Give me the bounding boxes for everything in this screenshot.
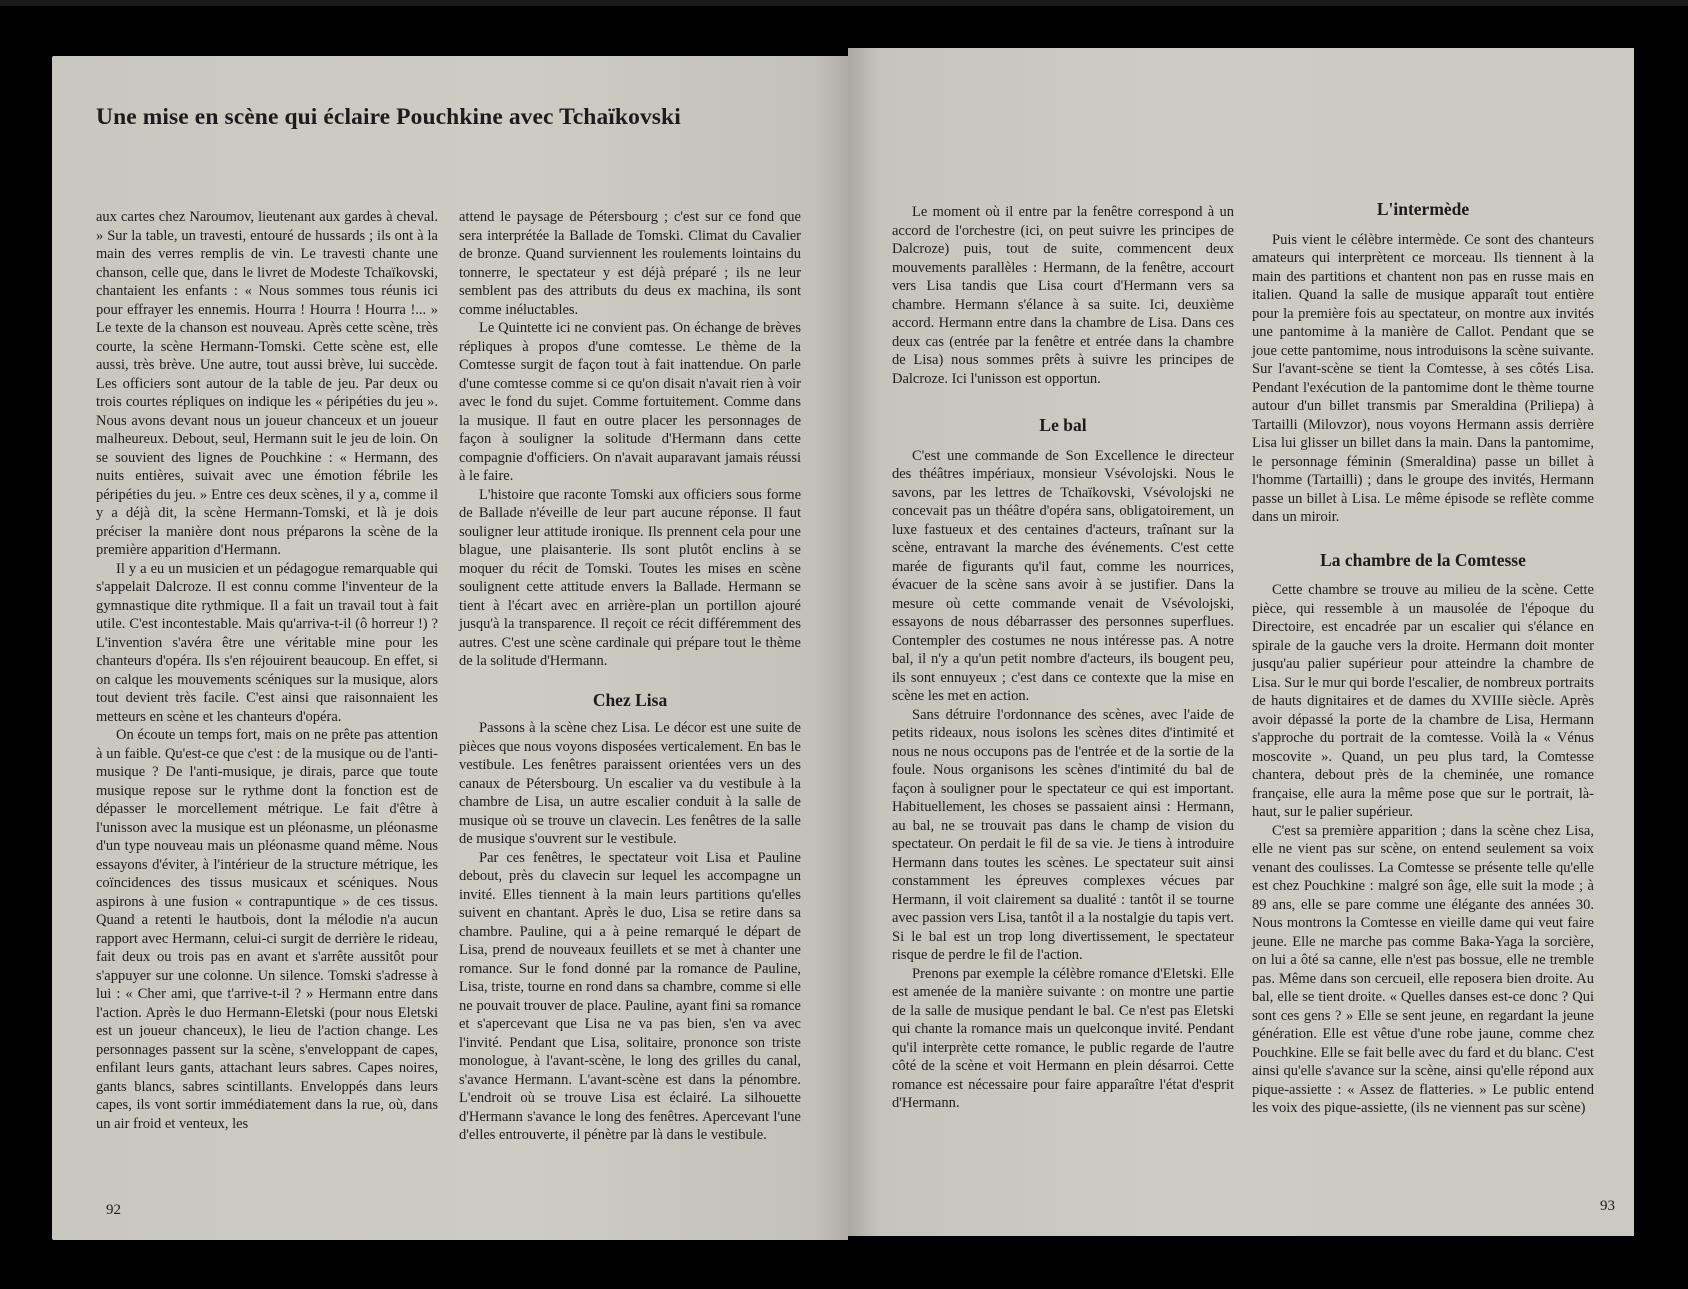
left-page bbox=[52, 56, 848, 1240]
paragraph: Prenons par exemple la célèbre romance d'Eletski. Elle est amenée de la manière suivante : on montre une partie de la salle de musique pendant le bal. Ce n'est pas Eletski qui chante la romance mais un quelconque invité. Pendant qu'il interprète cette romance, le public regarde de l'autre côté de la scène et voit Hermann en plein désarroi. Cette romance est nécessaire pour faire apparaître l'état d'esprit d'Hermann. bbox=[892, 965, 1234, 1111]
section-heading-chambre: La chambre de la Comtesse bbox=[1320, 549, 1526, 570]
paragraph: Cette chambre se trouve au milieu de la scène. Cette pièce, qui ressemble à un mausolée de l'époque du Directoire, est encadrée par un escalier qui s'élance en spirale de la gauche vers la droite. Hermann doit monter jusqu'au palier supérieur pour atteindre la chambre de Lisa. Sur le mur qui borde l'escalier, de nombreux portraits de hauts dignitaires et de dames du XVIIIe siècle. Après avoir dépassé la porte de la chambre de Lisa, Hermann s'approche du portrait de la comtesse. Voilà la « Vénus moscovite ». Quand, un peu plus tard, la Comtesse chantera, debout près de la cheminée, une romance française, elle aura la même pose que sur le portrait, là-haut, sur le palier supérieur. bbox=[1252, 582, 1594, 820]
paragraph: Sans détruire l'ordonnance des scènes, avec l'aide de petits rideaux, nous isolons les scènes dites d'intimité et nous ne nous occupons pas de l'entrée et de la sortie de la foule. Nous organisons les scènes d'intimité du bal de façon à souligner pour le spectateur ce qui est important. Habituellement, les choses se passaient ainsi : Hermann, au bal, ne se trouvait pas dans le champ de vision du spectateur. On perdait le fil de sa vie. Je tiens à introduire Hermann dans toutes les scènes. Le spectateur suit ainsi constamment les épreuves complexes vécues par Hermann, il voit clairement sa dualité : tantôt il se tourne avec passion vers Lisa, tantôt il a la nostalgie du tapis vert. Si le bal est un trop long divertissement, le spectateur risque de perdre le fil de l'action. bbox=[892, 706, 1234, 963]
column-1 bbox=[96, 208, 438, 1133]
column-2 bbox=[459, 208, 801, 1145]
column-4 bbox=[1252, 200, 1594, 1118]
paragraph: Puis vient le célèbre intermède. Ce sont des chanteurs amateurs qui interprètent ce morceau. Ils tiennent à la main des partitions et chantent non pas en russe mais en italien. Quand la salle de musique apparaît tout entière pour la première fois au spectateur, on montre aux invités une pantomime à la manière de Callot. Pendant que se joue cette pantomime, nous introduisons la scène suivante. Sur l'avant-scène se tient la Comtesse, à ses côtés Lisa. Pendant l'exécution de la pantomime dont le thème tourne autour d'un billet transmis par Smeraldina (Priliepa) à Tartailli (Milovzor), nous voyons Hermann assis derrière Lisa lui glisser un billet dans la main. Dans la pantomime, le personnage féminin (Smeraldina) passe un billet à l'homme (Tartailli) ; dans le groupe des invités, Hermann passe un billet à Lisa. Le même épisode se reflète comme dans un miroir. bbox=[1252, 231, 1594, 525]
page-number: 92 bbox=[106, 1202, 121, 1218]
section-heading-chez-lisa: Chez Lisa bbox=[592, 689, 668, 710]
paragraph: Le moment où il entre par la fenêtre correspond à un accord de l'orchestre (ici, on peut suivre les principes de Dalcroze) puis, tout de suite, commencent deux mouvements parallèles : Hermann, de la fenêtre, accourt vers Lisa tandis que Lisa court d'Hermann vers sa chambre. Hermann s'élance à sa suite. Ici, deuxième accord. Hermann entre dans la chambre de Lisa. Dans ces deux cas (entrée par la fenêtre et entrée dans la chambre de Lisa) nous sommes prêts à suivre les principes de Dalcroze. Ici l'unisson est opportun. bbox=[892, 204, 1234, 387]
paragraph: L'histoire que raconte Tomski aux officiers sous forme de Ballade n'éveille de leur part aucune réponse. Il faut souligner leur attitude ironique. Ils prennent cela pour une blague, une plaisanterie. Ils sont plutôt enclins à se moquer du récit de Tomski. Toutes les mises en scène soulignent cette attitude envers la Ballade. Hermann se tient à l'écart avec en arrière-plan un portillon ajouré jusqu'à la transparence. Il reçoit ce récit différemment des autres. C'est une scène cardinale qui prépare tout le thème de la solitude d'Hermann. bbox=[459, 486, 801, 669]
paragraph: aux cartes chez Naroumov, lieutenant aux gardes à cheval. » Sur la table, un travesti, entouré de hussards ; ils ont à la main des verres remplis de vin. Le travesti chante une chanson, celle que, dans le livret de Modeste Tchaïkovski, chantaient les enfants : « Nous sommes tous réunis ici pour effrayer les ennemis. Hourra ! Hourra ! Hourra !... » Le texte de la chanson est nouveau. Après cette scène, très courte, la scène Hermann-Tomski. Cette scène est, elle aussi, très brève. Une autre, tout aussi brève, lui succède. Les officiers sont autour de la table de jeu. Par deux ou trois courtes répliques on indique les « péripéties du jeu ». Nous avons devant nous un joueur chanceux et un joueur malheureux. Debout, seul, Hermann suit le jeu de loin. On se souvient des lignes de Pouchkine : « Hermann, des nuits entières, suivait avec une émotion fébrile les péripéties du jeu. » Entre ces deux scènes, il y a, comme il y a déjà dit, la scène Hermann-Tomski, et là je dois préciser la manière dont nous préparons la scène de la première apparition d'Hermann. bbox=[96, 209, 438, 558]
right-page bbox=[848, 48, 1634, 1236]
scan-edge bbox=[0, 0, 1688, 6]
paragraph: C'est sa première apparition ; dans la scène chez Lisa, elle ne vient pas sur scène, on entend seulement sa voix venant des coulisses. La Comtesse se présente telle qu'elle est chez Pouchkine : malgré son âge, elle suit la mode ; à 89 ans, elle se pare comme une élégante des années 30. Nous montrons la Comtesse en vieille dame qui veut faire jeune. Elle ne marche pas comme Baka-Yaga la sorcière, on lui a ôté sa canne, elle n'est pas bossue, elle ne tremble pas. Même dans son cercueil, elle reposera bien droite. Au bal, elle se tient droite. « Quelles danses est-ce donc ? Qui sont ces gens ? » Elle se sent jeune, en regardant la jeune génération. Elle est vêtue d'une robe jaune, comme chez Pouchkine. Elle se fait belle avec du fard et du blanc. C'est ainsi qu'elle s'avance sur la scène, ainsi qu'elle répond aux pique-assiette : « Assez de flatteries. » Le public entend les voix des pique-assiette, (ils ne viennent pas sur scène) bbox=[1252, 822, 1594, 1116]
paragraph: Le Quintette ici ne convient pas. On échange de brèves répliques à propos d'une comtesse. Le thème de la Comtesse surgit de façon tout à fait inattendue. On parle d'une comtesse comme si ce qu'on disait n'avait rien à voir avec le fond du sujet. Comme fortuitement. Comme dans la musique. Il faut en outre placer les personnages de façon à souligner la solitude d'Hermann dans cette compagnie d'officiers. On n'avait auparavant jamais réussi à le faire. bbox=[459, 320, 801, 484]
article-title: Une mise en scène qui éclaire Pouchkine avec Tchaïkovski bbox=[96, 104, 681, 130]
paragraph: C'est une commande de Son Excellence le directeur des théâtres impériaux, monsieur Vsévolojski. Nous le savons, par les lettres de Tchaïkovski, Vsévolojski ne concevait pas un théâtre d'opéra sans, obligatoirement, un luxe fastueux et des centaines d'acteurs, traînant sur la scène, entravant la marche des événements. C'est cette marée de figurants qu'il faut, comme les nourrices, évacuer de la scène sans avoir à se justifier. Dans la mesure où cette commande venait de Vsévolojski, essayons de nous débarrasser des personnes superflues. Contempler des costumes ne nous intéresse pas. A notre bal, il n'y a qu'un petit nombre d'acteurs, ils bougent peu, ils sont ennuyeux ; c'est dans ce contexte que la mise en scène les met en action. bbox=[892, 447, 1234, 704]
section-heading-le-bal: Le bal bbox=[1039, 415, 1087, 435]
paragraph: Par ces fenêtres, le spectateur voit Lisa et Pauline debout, près du clavecin sur lequel les accompagne un invité. Elles tiennent à la main leurs partitions qu'elles suivent en chantant. Après le duo, Lisa se retire dans sa chambre. Pauline, qui a à peine remarqué le départ de Lisa, prend de nouveaux feuillets et se met à chanter une romance. Sur le fond donné par la romance de Pauline, Lisa, triste, tourne en rond dans sa chambre, comme si elle ne pouvait trouver de place. Pauline, ayant fini sa romance et s'apercevant que Lisa ne va pas bien, s'en va avec l'invité. Pendant que Lisa, solitaire, prononce son triste monologue, à l'avant-scène, le long des grilles du canal, s'avance Hermann. L'avant-scène est dans la pénombre. L'endroit où se trouve Lisa est éclairé. La silhouette d'Hermann s'avance le long des fenêtres. Apercevant l'une d'elles entrouverte, il pénètre par là dans le vestibule. bbox=[459, 849, 801, 1143]
paragraph: Il y a eu un musicien et un pédagogue remarquable qui s'appelait Dalcroze. Il est connu comme l'inventeur de la gymnastique dite rythmique. Il a fait un travail tout à fait utile. C'est incontestable. Mais qu'arriva-t-il (ô horreur !) ? L'invention s'avéra être une véritable mine pour les chanteurs d'opéra. Ils s'en réjouirent beaucoup. En effet, si on calque les mouvements scéniques sur la musique, alors tout devient très facile. C'est ainsi que raisonnaient les metteurs en scène et les chanteurs d'opéra. bbox=[96, 560, 438, 725]
paragraph: Passons à la scène chez Lisa. Le décor est une suite de pièces que nous voyons disposées verticalement. En bas le vestibule. Les fenêtres paraissent orientées vers un des canaux de Pétersbourg. Un escalier va du vestibule à la chambre de Lisa, un autre escalier conduit à la salle de musique où se trouve un clavecin. Les fenêtres de la salle de musique s'ouvrent sur le vestibule. bbox=[459, 720, 801, 847]
column-3 bbox=[892, 203, 1234, 1113]
page-number: 93 bbox=[1600, 1198, 1615, 1214]
paragraph: On écoute un temps fort, mais on ne prête pas attention à un faible. Qu'est-ce que c'est : de la musique ou de l'anti-musique ? De l'anti-musique, je dirais, parce que toute musique repose sur le rythme dont la fonction est de dépasser le morcellement métrique. Le fait d'être à l'unisson avec la musique est un pléonasme, un pléonasme d'un type nouveau mais un pléonasme quand même. Nous essayons d'éviter, à l'intérieur de la structure métrique, les coïncidences des tissus musicaux et scéniques. Nous aspirons à une fusion « contrapuntique » de ces tissus. Quand a retenti le hautbois, dont la mélodie n'a aucun rapport avec Hermann, celui-ci surgit de derrière le rideau, fait deux ou trois pas en avant et s'arrête aussitôt pour s'appuyer sur une colonne. Un silence. Tomski s'adresse à lui : « Cher ami, que t'arrive-t-il ? » Hermann entre dans l'action. Après le duo Hermann-Eletski (pour nous Eletski est un joueur chanceux), le lieu de l'action change. Les personnages passent sur la scène, s'enveloppant de capes, enfilant leurs gants, attachant leurs sabres. Capes noires, gants blancs, sabres scintillants. Enveloppés dans leurs capes, ils vont sortir immédiatement dans la rue, où, dans un air froid et venteux, les bbox=[96, 727, 438, 1132]
paragraph: attend le paysage de Pétersbourg ; c'est sur ce fond que sera interprétée la Ballade de Tomski. Climat du Cavalier de bronze. Quand surviennent les roulements lointains du tonnerre, le spectateur y est déjà préparé ; ils ne leur semblent pas des attributs du deus ex machina, ils sont comme inéluctables. bbox=[459, 209, 801, 318]
section-heading-intermede: L'intermède bbox=[1376, 199, 1470, 219]
